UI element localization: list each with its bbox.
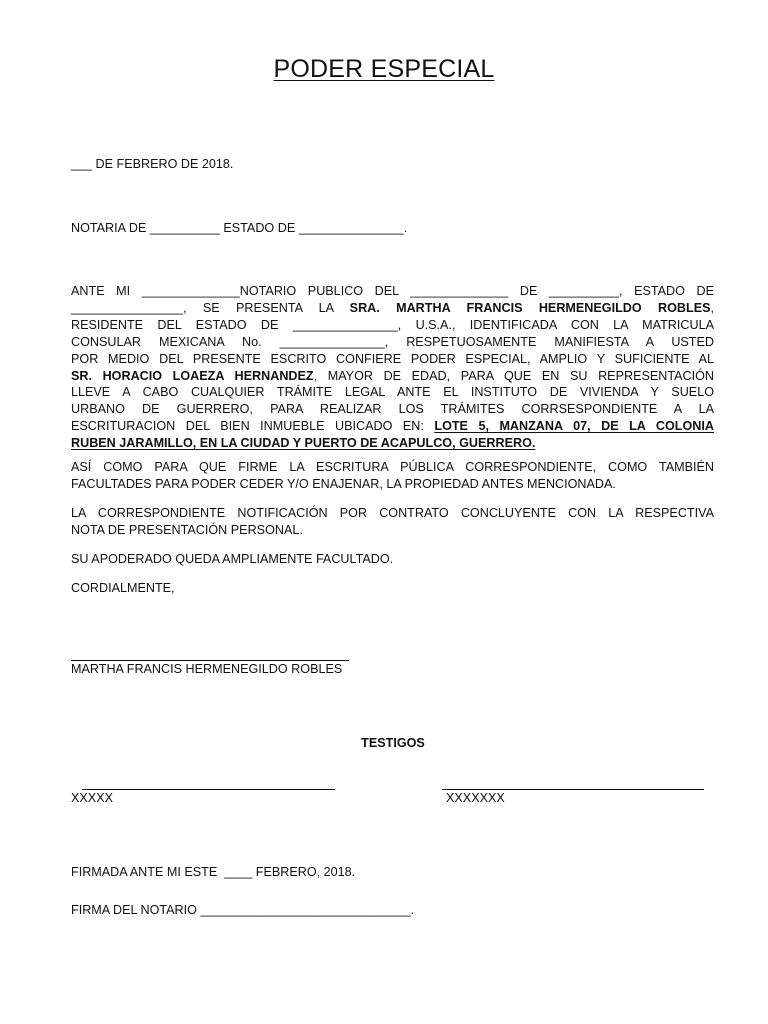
paragraph-line <box>71 418 714 435</box>
paragraph-line: LLEVE A CABO CUALQUIER TRÁMITE LEGAL ANTE EL INSTITUTO DE VIVIENDA Y SUELO <box>71 385 714 400</box>
signer-name: MARTHA FRANCIS HERMENEGILDO ROBLES <box>71 662 343 676</box>
paragraph-text: , MAYOR DE EDAD, PARA QUE EN SU REPRESENTACIÓN <box>313 368 714 383</box>
paragraph-line: URBANO DE GUERRERO, PARA REALIZAR LOS TRÁMITES CORRSESPONDIENTE A LA <box>71 402 714 417</box>
witness-right-name: XXXXXXX <box>446 791 505 805</box>
property-location: LOTE 5, MANZANA 07, DE LA COLONIA <box>434 419 714 434</box>
paragraph-text: ________________, SE PRESENTA LA <box>71 300 350 315</box>
witness-left-name: XXXXX <box>71 791 113 805</box>
paragraph-line: FACULTADES PARA PODER CEDER Y/O ENAJENAR, LA PROPIEDAD ANTES MENCIONADA. <box>71 476 616 491</box>
signed-before-line: FIRMADA ANTE MI ESTE ____ FEBRERO, 2018. <box>71 865 356 879</box>
grantor-name: SRA. MARTHA FRANCIS HERMENEGILDO ROBLES <box>349 300 711 315</box>
paragraph-line: NOTA DE PRESENTACIÓN PERSONAL. <box>71 522 303 537</box>
paragraph-text: , <box>710 300 714 315</box>
attorney-name: SR. HORACIO LOAEZA HERNANDEZ <box>71 368 314 383</box>
property-location: RUBEN JARAMILLO, EN LA CIUDAD Y PUERTO DE ACAPULCO, GUERRERO. <box>71 436 536 451</box>
main-paragraph <box>71 283 714 452</box>
witnesses-heading: TESTIGOS <box>361 736 425 750</box>
second-paragraph <box>71 459 714 493</box>
closing-line: CORDIALMENTE, <box>71 581 175 595</box>
paragraph-line <box>71 300 714 317</box>
paragraph-line <box>71 435 714 452</box>
paragraph-line: ASÍ COMO PARA QUE FIRME LA ESCRITURA PÚBLICA CORRESPONDIENTE, COMO TAMBIÉN <box>71 460 714 474</box>
notaria-line: NOTARIA DE __________ ESTADO DE _______________. <box>71 221 408 235</box>
date-line: ___ DE FEBRERO DE 2018. <box>71 157 234 171</box>
paragraph-line: POR MEDIO DEL PRESENTE ESCRITO CONFIERE PODER ESPECIAL, AMPLIO Y SUFICIENTE AL <box>71 351 714 366</box>
document-title: PODER ESPECIAL <box>273 55 495 83</box>
authorization-line: SU APODERADO QUEDA AMPLIAMENTE FACULTADO. <box>71 552 394 566</box>
third-paragraph <box>71 505 714 539</box>
paragraph-line <box>71 368 714 385</box>
witness-left-signature-line <box>82 789 335 790</box>
paragraph-line: LA CORRESPONDIENTE NOTIFICACIÓN POR CONTRATO CONCLUYENTE CON LA RESPECTIVA <box>71 506 714 520</box>
paragraph-text: ESCRITURACION DEL BIEN INMUEBLE UBICADO EN: <box>71 419 435 434</box>
paragraph-line: ANTE MI ______________NOTARIO PUBLICO DEL ______________ DE __________, ESTADO DE <box>71 284 714 298</box>
notary-signature-line: FIRMA DEL NOTARIO ______________________________. <box>71 903 415 917</box>
paragraph-line: CONSULAR MEXICANA No. _______________, RESPETUOSAMENTE MANIFIESTA A USTED <box>71 334 714 349</box>
paragraph-line: RESIDENTE DEL ESTADO DE _______________, U.S.A., IDENTIFICADA CON LA MATRICULA <box>71 317 714 332</box>
